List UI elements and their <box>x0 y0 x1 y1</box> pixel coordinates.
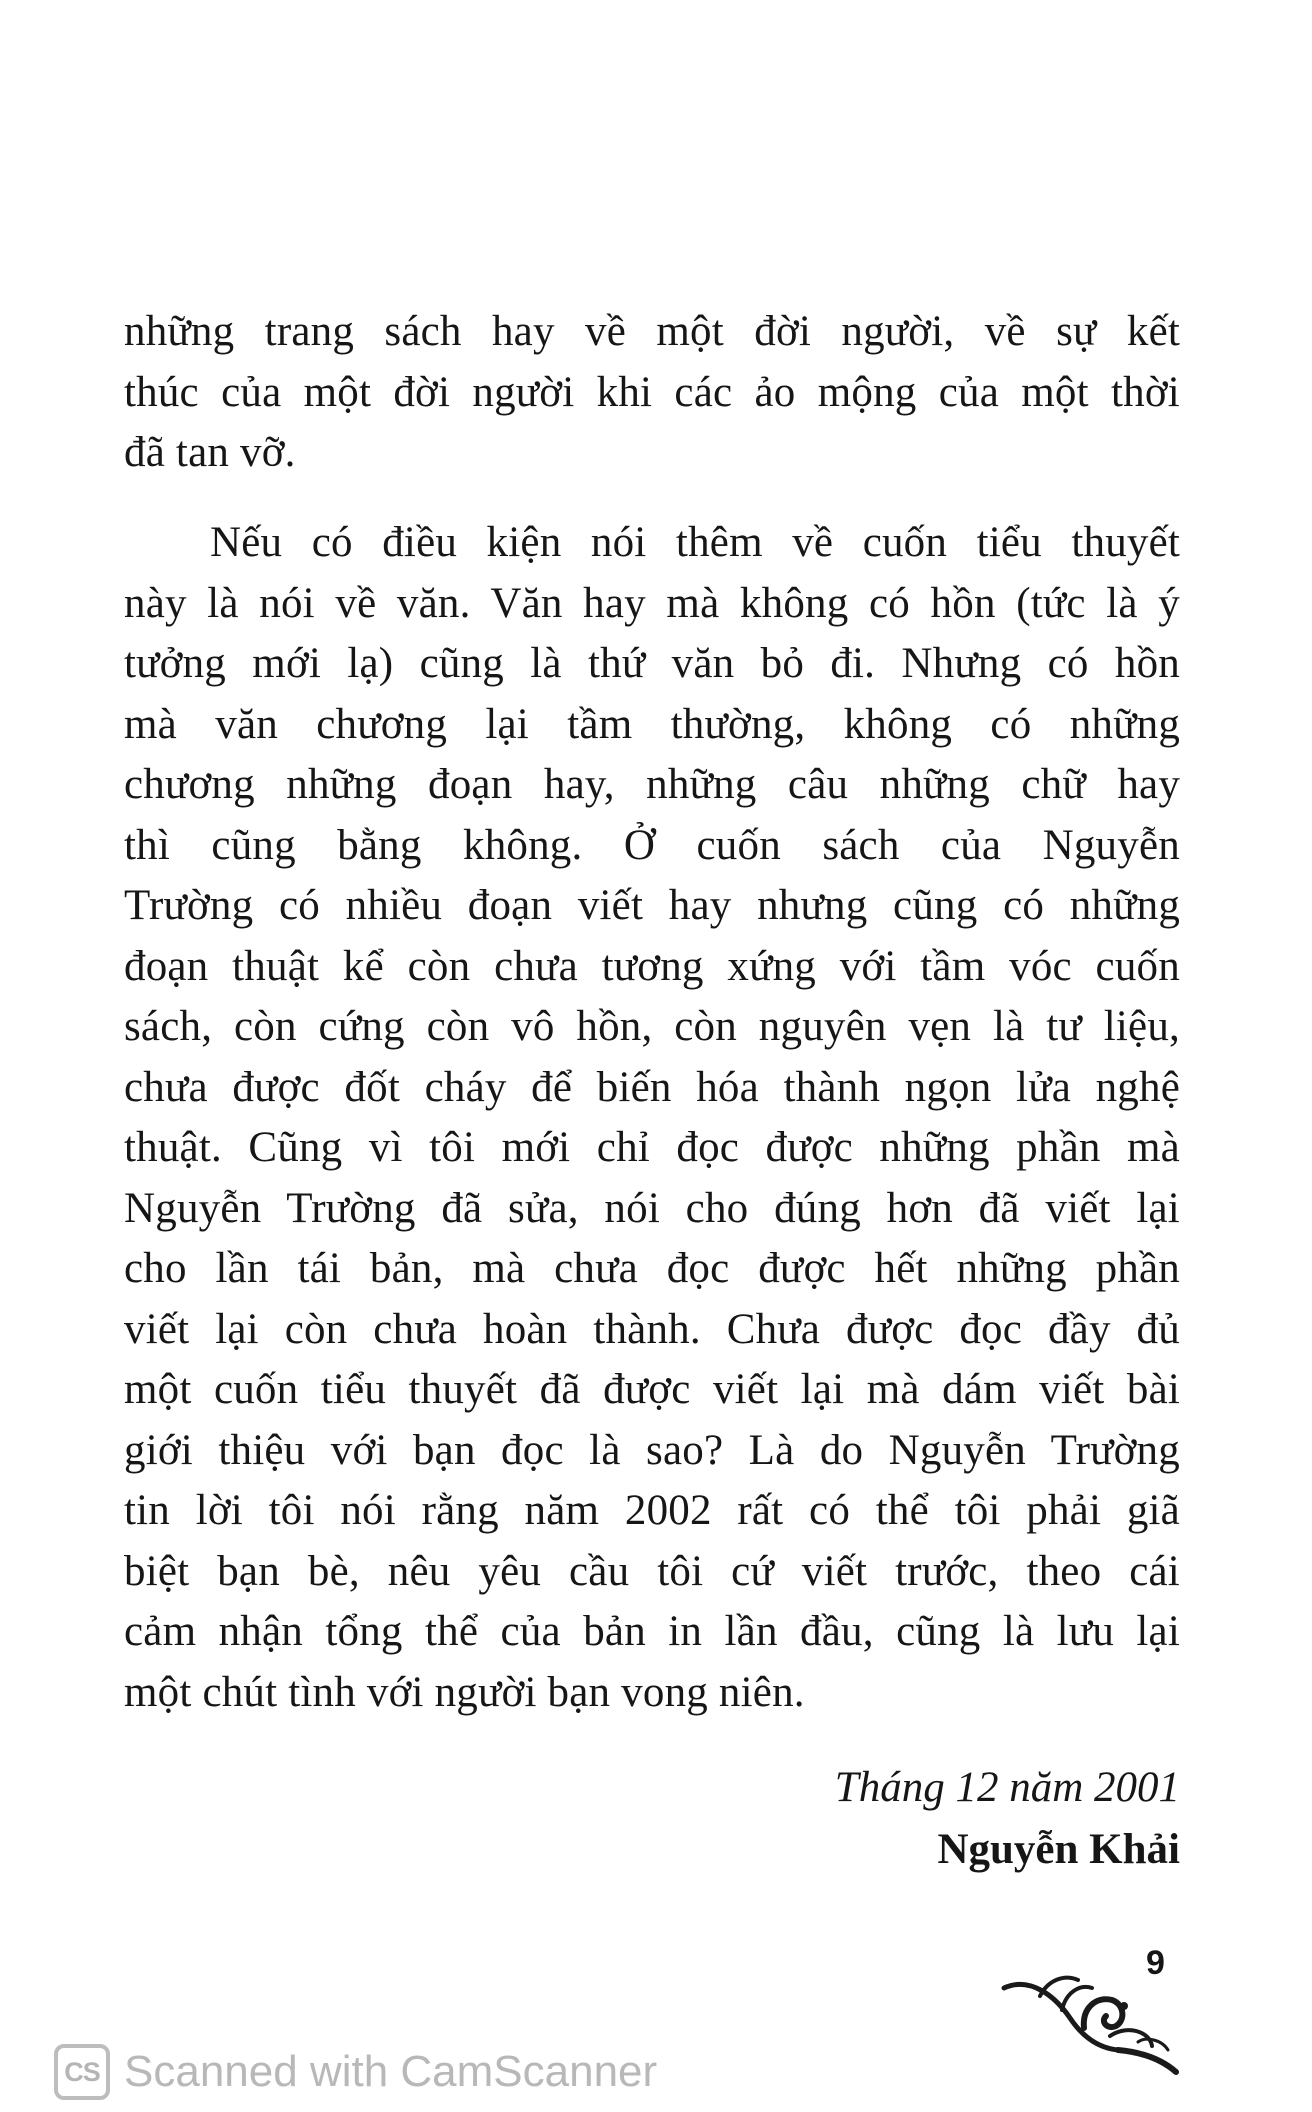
paragraph-2 <box>124 513 1180 1723</box>
text-line: đoạn thuật kể còn chưa tương xứng với tầm vóc cuốn <box>124 942 1180 990</box>
text-line: chương những đoạn hay, những câu những chữ hay <box>124 761 1181 808</box>
text-line: thuật. Cũng vì tôi mới chỉ đọc được những phần mà <box>124 1124 1180 1171</box>
text-line: Trường có nhiều đoạn viết hay nhưng cũng có những <box>124 882 1181 929</box>
paragraph-1 <box>124 302 1180 484</box>
signature-date: Tháng 12 năm 2001 <box>834 1764 1180 1811</box>
text-line: thì cũng bằng không. Ở cuốn sách của Nguyễn <box>124 821 1180 869</box>
text-line: cho lần tái bản, mà chưa đọc được hết những phần <box>124 1245 1180 1292</box>
text-line: giới thiệu với bạn đọc là sao? Là do Nguyễn Trường <box>124 1426 1180 1474</box>
page-number: 9 <box>1146 1944 1165 1982</box>
text-line: cảm nhận tổng thể của bản in lần đầu, cũng là lưu lại <box>124 1608 1180 1655</box>
camscanner-watermark <box>54 2040 657 2104</box>
text-line: Nếu có điều kiện nói thêm về cuốn tiểu thuyết <box>210 519 1181 566</box>
camscanner-logo: CS <box>54 2044 110 2100</box>
text-line: chưa được đốt cháy để biến hóa thành ngọn lửa nghệ <box>124 1063 1180 1111</box>
text-line: tưởng mới lạ) cũng là thứ văn bỏ đi. Nhưng có hồn <box>124 640 1180 687</box>
text-line: Nguyễn Trường đã sửa, nói cho đúng hơn đã viết lại <box>124 1184 1180 1232</box>
text-line: sách, còn cứng còn vô hồn, còn nguyên vẹn là tư liệu, <box>124 1003 1180 1050</box>
text-line: này là nói về văn. Văn hay mà không có hồn (tức là ý <box>124 579 1180 627</box>
text-line: biệt bạn bè, nêu yêu cầu tôi cứ viết trước, theo cái <box>124 1547 1180 1595</box>
watermark-text: Scanned with CamScanner <box>124 2047 658 2096</box>
text-line: đã tan vỡ. <box>124 429 296 476</box>
text-line: một cuốn tiểu thuyết đã được viết lại mà dám viết bài <box>124 1366 1181 1413</box>
text-line: mà văn chương lại tầm thường, không có những <box>124 700 1181 748</box>
swirl-ornament-icon <box>1000 1966 1180 2076</box>
text-line: thúc của một đời người khi các ảo mộng của một thời <box>124 368 1180 416</box>
text-line: viết lại còn chưa hoàn thành. Chưa được đọc đầy đủ <box>124 1305 1180 1353</box>
text-line: tin lời tôi nói rằng năm 2002 rất có thể tôi phải giã <box>124 1487 1180 1534</box>
text-line: những trang sách hay về một đời người, về sự kết <box>124 308 1181 355</box>
text-line: một chút tình với người bạn vong niên. <box>124 1668 805 1716</box>
signature-author: Nguyễn Khải <box>937 1826 1180 1873</box>
